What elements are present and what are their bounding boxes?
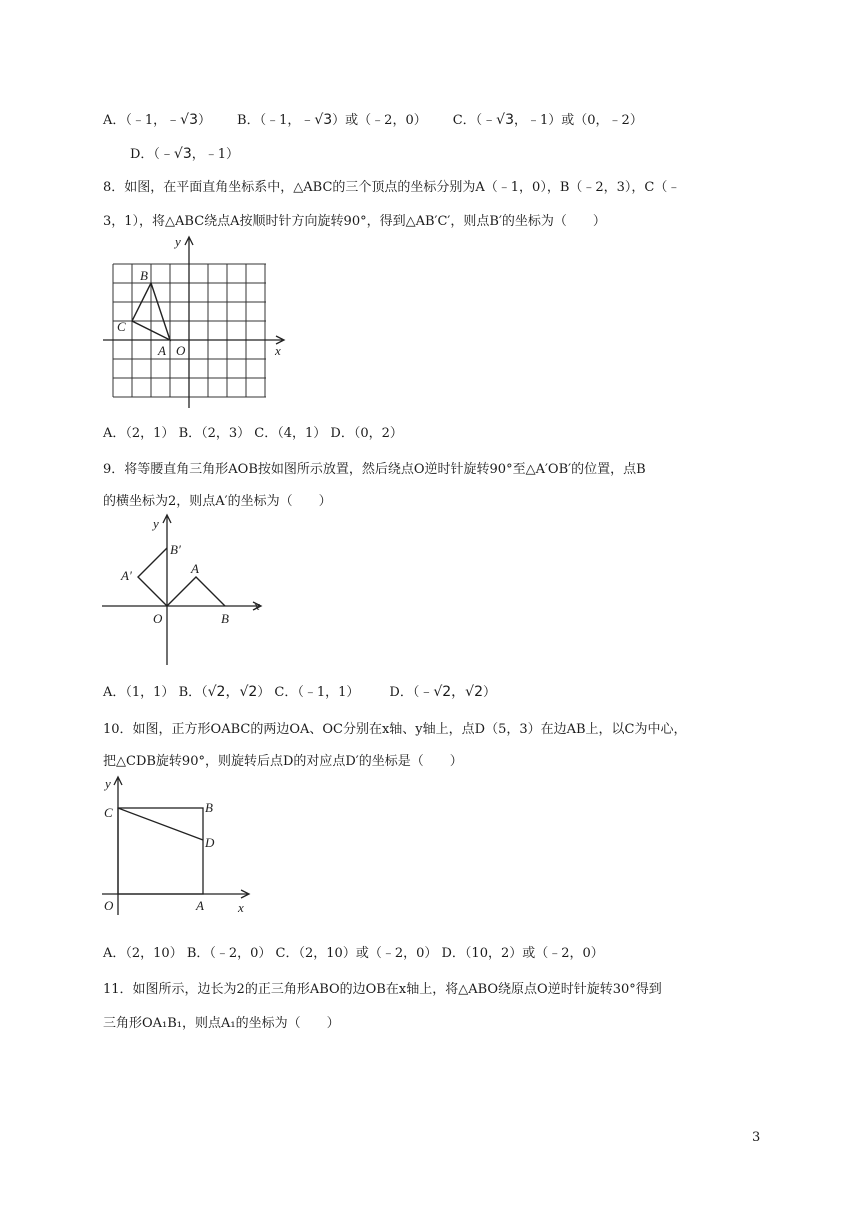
q9-option-d-end: ） <box>483 685 497 700</box>
q10-segment-cd <box>118 808 203 840</box>
q8-label-a: A <box>158 343 166 358</box>
q9-option-d-value: ﹣√2，√2 <box>419 684 483 700</box>
q10-label-c: C <box>104 805 113 820</box>
q8-text-line2: 3，1），将△ABC绕点A按顺时针方向旋转90°，得到△AB′C′，则点B′的坐标为（ ） <box>103 214 606 229</box>
q9-option-c: ） C．（﹣1，1） <box>257 685 360 700</box>
q10-label-x: x <box>238 900 244 915</box>
q7-option-a-value: ﹣√3 <box>166 112 198 128</box>
q7-options-row2 <box>130 146 239 163</box>
q10-text-line1: 10．如图，正方形OABC的两边OA、OC分别在x轴、y轴上，点D（5，3）在边AB上，以C为中心， <box>103 722 687 737</box>
q10-label-b: B <box>205 800 213 815</box>
q9-text-line2: 的横坐标为2，则点A′的坐标为（ ） <box>103 494 332 509</box>
q7-option-d-end: ，﹣1） <box>191 147 240 162</box>
q7-option-c-end: ，﹣1）或（0，﹣2） <box>514 113 643 128</box>
q7-option-a: A．（﹣1， <box>103 113 167 128</box>
q8-text-line1: 8．如图，在平面直角坐标系中，△ABC的三个顶点的坐标分别为A（﹣1，0），B（﹣2，3），C（﹣ <box>103 180 681 195</box>
q9-label-a-prime: A′ <box>121 568 132 583</box>
q10-figure <box>100 770 260 920</box>
q10-label-o: O <box>104 898 114 913</box>
q9-text-line1: 9．将等腰直角三角形AOB按如图所示放置，然后绕点O逆时针旋转90°至△A′OB′的位置，点B <box>103 462 646 477</box>
q8-label-c: C <box>117 319 126 334</box>
q7-option-d: D．（ <box>130 147 160 162</box>
q9-figure <box>100 510 270 668</box>
q10-label-d: D <box>205 835 215 850</box>
page-number: 3 <box>752 1130 761 1145</box>
q9-option-b-value: √2，√2 <box>207 684 258 700</box>
q8-label-y: y <box>175 234 181 249</box>
q9-label-o: O <box>153 611 163 626</box>
q10-square-oabc <box>118 808 203 894</box>
q8-figure <box>100 232 290 412</box>
q9-label-b-prime: B′ <box>170 542 181 557</box>
q9-label-a: A <box>191 561 199 576</box>
q9-label-b: B <box>221 611 229 626</box>
q11-text-line1: 11．如图所示，边长为2的正三角形ABO的边OB在x轴上，将△ABO绕原点O逆时针旋转30°得到 <box>103 982 662 997</box>
q9-option-d: D．（ <box>389 685 420 700</box>
q9-triangle-aob <box>167 577 225 606</box>
q10-label-y: y <box>105 776 111 791</box>
q8-label-b: B <box>140 268 148 283</box>
q7-options-row1 <box>103 112 643 129</box>
q7-option-b: B．（﹣1， <box>237 113 301 128</box>
q7-option-c: C．（ <box>452 113 483 128</box>
q9-triangle-a-prime <box>138 548 167 606</box>
q7-option-b-end: ）或（﹣2，0） <box>332 113 427 128</box>
q8-options: A．（2，1） B．（2，3） C．（4，1） D．（0，2） <box>103 426 403 441</box>
q10-text-line2: 把△CDB旋转90°，则旋转后点D的对应点D′的坐标是（ ） <box>103 754 463 769</box>
q9-options <box>103 684 496 701</box>
q7-option-d-value: ﹣√3 <box>159 146 192 162</box>
q11-text-line2: 三角形OA₁B₁，则点A₁的坐标为（ ） <box>103 1016 340 1031</box>
q7-option-c-value: ﹣√3 <box>482 112 514 128</box>
q9-label-y: y <box>153 516 159 531</box>
q8-label-x: x <box>275 343 281 358</box>
q9-option-a: A．（1，1） B．（ <box>103 685 208 700</box>
q10-label-a: A <box>196 898 204 913</box>
q10-options: A．（2，10） B．（﹣2，0） C．（2，10）或（﹣2，0） D．（10，2）或（﹣2，0） <box>103 946 604 961</box>
q7-option-a-end: ） <box>198 113 212 128</box>
q9-label-x: x <box>254 598 260 613</box>
q7-option-b-value: ﹣√3 <box>300 112 333 128</box>
q8-label-o: O <box>176 343 186 358</box>
